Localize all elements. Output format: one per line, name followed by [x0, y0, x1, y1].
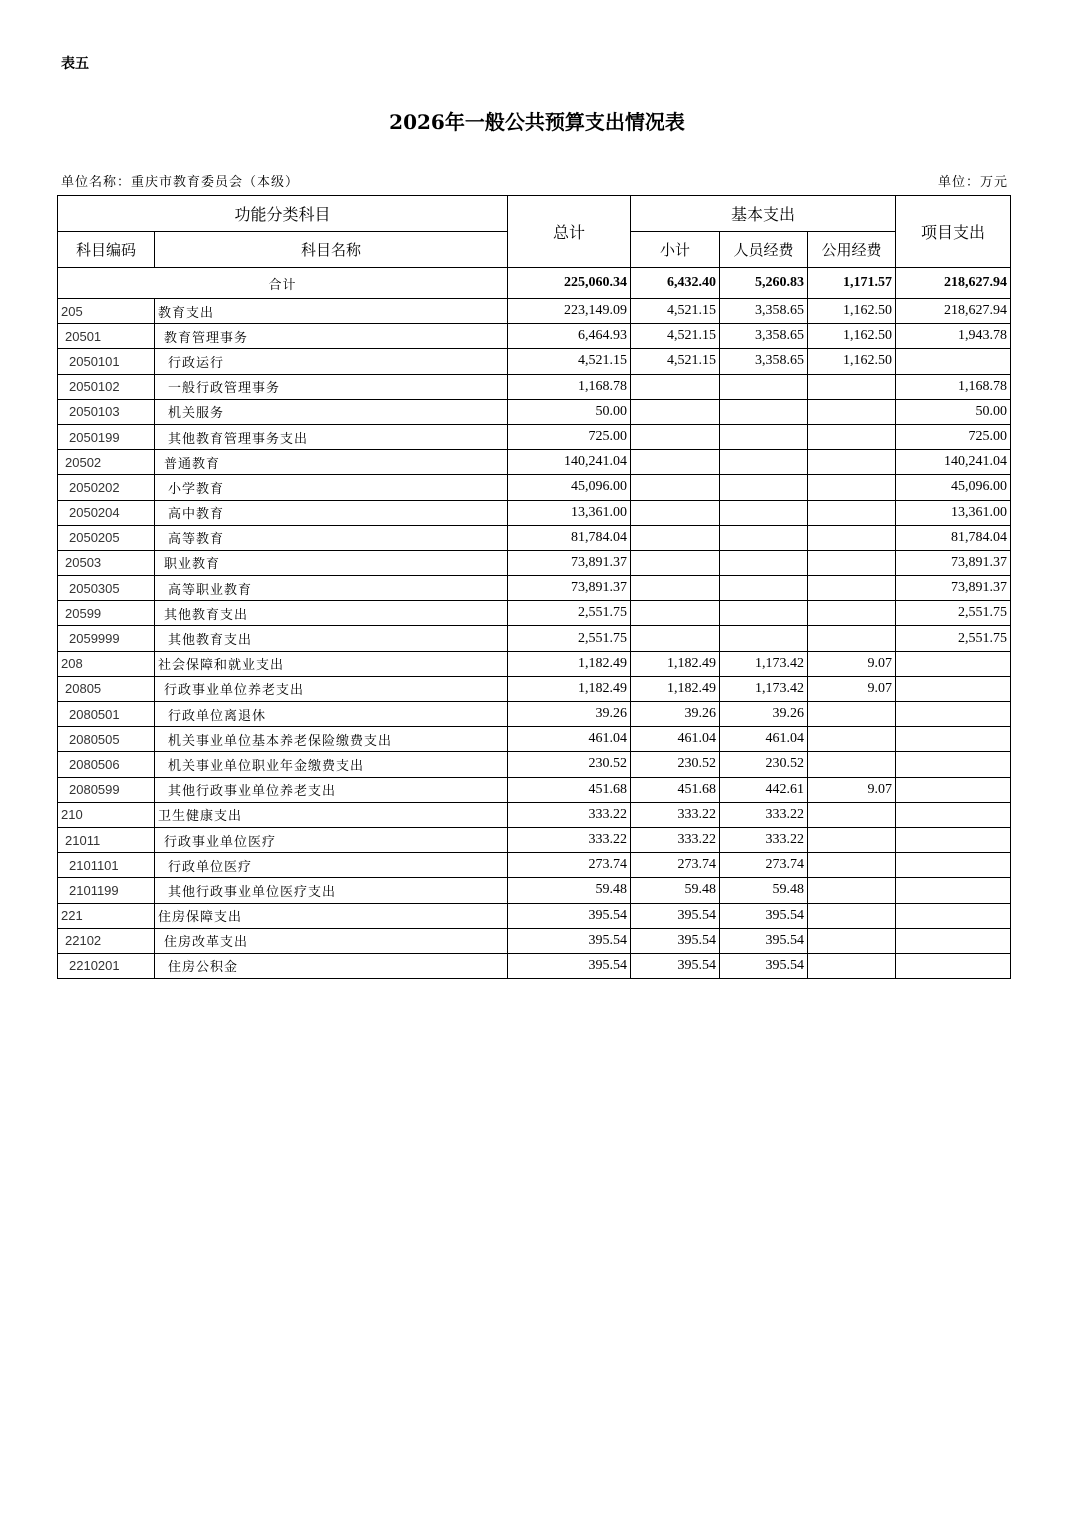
row-personnel: 39.26 — [720, 702, 808, 727]
unit-name: 单位名称：重庆市教育委员会（本级） — [61, 175, 300, 190]
row-public — [808, 424, 896, 449]
budget-table — [57, 195, 1011, 979]
table-row — [58, 953, 1011, 978]
row-total: 333.22 — [508, 802, 631, 827]
row-total: 73,891.37 — [508, 550, 631, 575]
row-total: 13,361.00 — [508, 500, 631, 525]
row-code: 2050204 — [58, 500, 155, 525]
row-public — [808, 928, 896, 953]
row-subtotal: 395.54 — [631, 903, 720, 928]
row-subtotal — [631, 399, 720, 424]
row-project — [896, 752, 1011, 777]
row-code: 2101101 — [58, 853, 155, 878]
row-total: 50.00 — [508, 399, 631, 424]
row-personnel — [720, 424, 808, 449]
row-public — [808, 802, 896, 827]
row-name: 一般行政管理事务 — [155, 374, 508, 399]
row-project: 73,891.37 — [896, 576, 1011, 601]
table-row — [58, 928, 1011, 953]
row-project: 140,241.04 — [896, 450, 1011, 475]
row-project — [896, 953, 1011, 978]
row-code: 210 — [58, 802, 155, 827]
row-personnel: 442.61 — [720, 777, 808, 802]
row-subtotal: 59.48 — [631, 878, 720, 903]
row-code: 2050102 — [58, 374, 155, 399]
table-row — [58, 601, 1011, 626]
row-subtotal: 461.04 — [631, 727, 720, 752]
table-row — [58, 550, 1011, 575]
table-row — [58, 827, 1011, 852]
row-name: 职业教育 — [155, 550, 508, 575]
row-subtotal: 39.26 — [631, 702, 720, 727]
row-name: 住房保障支出 — [155, 903, 508, 928]
row-name: 行政事业单位医疗 — [155, 827, 508, 852]
row-total: 2,551.75 — [508, 626, 631, 651]
row-personnel: 1,173.42 — [720, 676, 808, 701]
row-public: 1,162.50 — [808, 349, 896, 374]
row-project: 2,551.75 — [896, 626, 1011, 651]
table-row — [58, 374, 1011, 399]
page-title: 2026年一般公共预算支出情况表 — [389, 110, 685, 134]
table-row — [58, 777, 1011, 802]
table-row — [58, 299, 1011, 324]
row-personnel: 395.54 — [720, 953, 808, 978]
row-total: 45,096.00 — [508, 475, 631, 500]
row-personnel — [720, 626, 808, 651]
row-public: 9.07 — [808, 651, 896, 676]
row-subtotal — [631, 475, 720, 500]
row-public — [808, 374, 896, 399]
row-subtotal — [631, 374, 720, 399]
row-subtotal: 451.68 — [631, 777, 720, 802]
table-row — [58, 878, 1011, 903]
row-project — [896, 676, 1011, 701]
row-public — [808, 903, 896, 928]
row-name: 其他行政事业单位医疗支出 — [155, 878, 508, 903]
row-name: 住房公积金 — [155, 953, 508, 978]
row-personnel: 273.74 — [720, 853, 808, 878]
table-row — [58, 475, 1011, 500]
row-total: 2,551.75 — [508, 601, 631, 626]
row-personnel — [720, 500, 808, 525]
row-total: 395.54 — [508, 903, 631, 928]
table-row — [58, 399, 1011, 424]
row-project — [896, 827, 1011, 852]
row-name: 卫生健康支出 — [155, 802, 508, 827]
row-total: 461.04 — [508, 727, 631, 752]
table-row — [58, 424, 1011, 449]
row-public: 9.07 — [808, 676, 896, 701]
header-name: 科目名称 — [155, 232, 508, 268]
row-total: 140,241.04 — [508, 450, 631, 475]
row-subtotal: 230.52 — [631, 752, 720, 777]
table-row — [58, 802, 1011, 827]
row-personnel: 230.52 — [720, 752, 808, 777]
row-public — [808, 399, 896, 424]
row-name: 机关事业单位职业年金缴费支出 — [155, 752, 508, 777]
header-total: 总计 — [508, 196, 631, 268]
header-subtotal: 小计 — [631, 232, 720, 268]
row-public — [808, 727, 896, 752]
table-row — [58, 576, 1011, 601]
row-subtotal: 1,182.49 — [631, 651, 720, 676]
row-subtotal — [631, 601, 720, 626]
row-public: 9.07 — [808, 777, 896, 802]
row-public — [808, 752, 896, 777]
row-code: 2210201 — [58, 953, 155, 978]
row-code: 2050205 — [58, 525, 155, 550]
row-subtotal: 4,521.15 — [631, 299, 720, 324]
row-project: 50.00 — [896, 399, 1011, 424]
row-subtotal: 273.74 — [631, 853, 720, 878]
row-total: 230.52 — [508, 752, 631, 777]
row-public — [808, 450, 896, 475]
header-basic: 基本支出 — [631, 196, 896, 232]
row-project — [896, 777, 1011, 802]
row-total: 333.22 — [508, 827, 631, 852]
row-name: 其他教育管理事务支出 — [155, 424, 508, 449]
row-subtotal — [631, 424, 720, 449]
row-total: 451.68 — [508, 777, 631, 802]
header-personnel: 人员经费 — [720, 232, 808, 268]
row-personnel: 3,358.65 — [720, 324, 808, 349]
row-personnel — [720, 450, 808, 475]
row-total: 1,182.49 — [508, 651, 631, 676]
row-subtotal — [631, 525, 720, 550]
row-name: 社会保障和就业支出 — [155, 651, 508, 676]
row-personnel: 395.54 — [720, 928, 808, 953]
row-code: 2050103 — [58, 399, 155, 424]
row-public — [808, 953, 896, 978]
row-personnel — [720, 475, 808, 500]
row-subtotal — [631, 550, 720, 575]
row-project — [896, 651, 1011, 676]
row-total: 81,784.04 — [508, 525, 631, 550]
row-personnel — [720, 601, 808, 626]
row-public: 1,162.50 — [808, 324, 896, 349]
row-total: 39.26 — [508, 702, 631, 727]
header-code: 科目编码 — [58, 232, 155, 268]
row-public — [808, 475, 896, 500]
row-total: 273.74 — [508, 853, 631, 878]
row-project — [896, 928, 1011, 953]
row-project — [896, 802, 1011, 827]
row-total: 725.00 — [508, 424, 631, 449]
header-project: 项目支出 — [896, 196, 1011, 268]
row-personnel: 461.04 — [720, 727, 808, 752]
row-public — [808, 827, 896, 852]
table-row — [58, 349, 1011, 374]
row-project — [896, 903, 1011, 928]
row-project: 1,943.78 — [896, 324, 1011, 349]
row-public — [808, 702, 896, 727]
table-row — [58, 651, 1011, 676]
table-row — [58, 903, 1011, 928]
row-personnel — [720, 550, 808, 575]
row-code: 20599 — [58, 601, 155, 626]
total-row — [58, 268, 1011, 299]
row-project: 45,096.00 — [896, 475, 1011, 500]
row-subtotal: 1,182.49 — [631, 676, 720, 701]
row-project — [896, 853, 1011, 878]
row-public: 1,162.50 — [808, 299, 896, 324]
row-project: 2,551.75 — [896, 601, 1011, 626]
row-subtotal — [631, 626, 720, 651]
row-personnel: 333.22 — [720, 802, 808, 827]
row-subtotal: 395.54 — [631, 953, 720, 978]
row-project: 218,627.94 — [896, 299, 1011, 324]
row-code: 2059999 — [58, 626, 155, 651]
row-total: 395.54 — [508, 953, 631, 978]
table-row — [58, 853, 1011, 878]
row-name: 高中教育 — [155, 500, 508, 525]
row-project: 13,361.00 — [896, 500, 1011, 525]
row-public — [808, 500, 896, 525]
row-code: 2080501 — [58, 702, 155, 727]
row-name: 行政事业单位养老支出 — [155, 676, 508, 701]
row-name: 行政运行 — [155, 349, 508, 374]
table-row — [58, 525, 1011, 550]
row-project: 73,891.37 — [896, 550, 1011, 575]
row-personnel — [720, 576, 808, 601]
row-name: 高等职业教育 — [155, 576, 508, 601]
header-function-group: 功能分类科目 — [58, 196, 508, 232]
table-row — [58, 450, 1011, 475]
row-personnel — [720, 374, 808, 399]
row-name: 教育支出 — [155, 299, 508, 324]
row-name: 普通教育 — [155, 450, 508, 475]
row-total: 4,521.15 — [508, 349, 631, 374]
row-total: 1,182.49 — [508, 676, 631, 701]
row-name: 高等教育 — [155, 525, 508, 550]
total-subtotal: 6,432.40 — [631, 268, 720, 299]
row-subtotal: 4,521.15 — [631, 324, 720, 349]
total-personnel: 5,260.83 — [720, 268, 808, 299]
sheet-label: 表五 — [61, 56, 89, 72]
row-code: 20501 — [58, 324, 155, 349]
row-total: 73,891.37 — [508, 576, 631, 601]
total-public: 1,171.57 — [808, 268, 896, 299]
row-project — [896, 727, 1011, 752]
table-row — [58, 676, 1011, 701]
row-total: 395.54 — [508, 928, 631, 953]
row-subtotal: 333.22 — [631, 802, 720, 827]
row-subtotal — [631, 500, 720, 525]
row-code: 2050199 — [58, 424, 155, 449]
table-row — [58, 324, 1011, 349]
row-personnel: 333.22 — [720, 827, 808, 852]
row-code: 2101199 — [58, 878, 155, 903]
row-code: 2080506 — [58, 752, 155, 777]
row-code: 208 — [58, 651, 155, 676]
table-row — [58, 727, 1011, 752]
row-total: 1,168.78 — [508, 374, 631, 399]
row-code: 2050305 — [58, 576, 155, 601]
table-row — [58, 752, 1011, 777]
row-public — [808, 601, 896, 626]
row-code: 20503 — [58, 550, 155, 575]
row-name: 行政单位离退休 — [155, 702, 508, 727]
row-code: 20502 — [58, 450, 155, 475]
row-subtotal — [631, 450, 720, 475]
row-project — [896, 878, 1011, 903]
row-code: 20805 — [58, 676, 155, 701]
row-personnel — [720, 525, 808, 550]
row-project — [896, 702, 1011, 727]
total-total: 225,060.34 — [508, 268, 631, 299]
row-public — [808, 853, 896, 878]
row-total: 223,149.09 — [508, 299, 631, 324]
row-code: 2050202 — [58, 475, 155, 500]
row-code: 205 — [58, 299, 155, 324]
row-public — [808, 626, 896, 651]
row-personnel: 59.48 — [720, 878, 808, 903]
row-personnel: 395.54 — [720, 903, 808, 928]
row-project: 81,784.04 — [896, 525, 1011, 550]
row-name: 其他行政事业单位养老支出 — [155, 777, 508, 802]
unit-label: 单位：万元 — [937, 175, 1008, 190]
total-project: 218,627.94 — [896, 268, 1011, 299]
row-subtotal: 4,521.15 — [631, 349, 720, 374]
table-row — [58, 702, 1011, 727]
row-personnel: 1,173.42 — [720, 651, 808, 676]
row-public — [808, 525, 896, 550]
row-project — [896, 349, 1011, 374]
row-subtotal: 395.54 — [631, 928, 720, 953]
row-name: 行政单位医疗 — [155, 853, 508, 878]
row-code: 22102 — [58, 928, 155, 953]
row-name: 机关事业单位基本养老保险缴费支出 — [155, 727, 508, 752]
row-code: 2080599 — [58, 777, 155, 802]
row-code: 221 — [58, 903, 155, 928]
row-name: 小学教育 — [155, 475, 508, 500]
row-name: 其他教育支出 — [155, 601, 508, 626]
row-total: 6,464.93 — [508, 324, 631, 349]
row-project: 1,168.78 — [896, 374, 1011, 399]
row-name: 其他教育支出 — [155, 626, 508, 651]
row-name: 教育管理事务 — [155, 324, 508, 349]
row-code: 21011 — [58, 827, 155, 852]
row-subtotal: 333.22 — [631, 827, 720, 852]
row-personnel — [720, 399, 808, 424]
row-name: 住房改革支出 — [155, 928, 508, 953]
row-subtotal — [631, 576, 720, 601]
row-total: 59.48 — [508, 878, 631, 903]
total-label: 合计 — [58, 268, 508, 299]
row-public — [808, 576, 896, 601]
row-name: 机关服务 — [155, 399, 508, 424]
header-public: 公用经费 — [808, 232, 896, 268]
row-code: 2050101 — [58, 349, 155, 374]
row-public — [808, 550, 896, 575]
row-code: 2080505 — [58, 727, 155, 752]
table-row — [58, 626, 1011, 651]
table-row — [58, 500, 1011, 525]
row-project: 725.00 — [896, 424, 1011, 449]
row-personnel: 3,358.65 — [720, 349, 808, 374]
row-public — [808, 878, 896, 903]
row-personnel: 3,358.65 — [720, 299, 808, 324]
